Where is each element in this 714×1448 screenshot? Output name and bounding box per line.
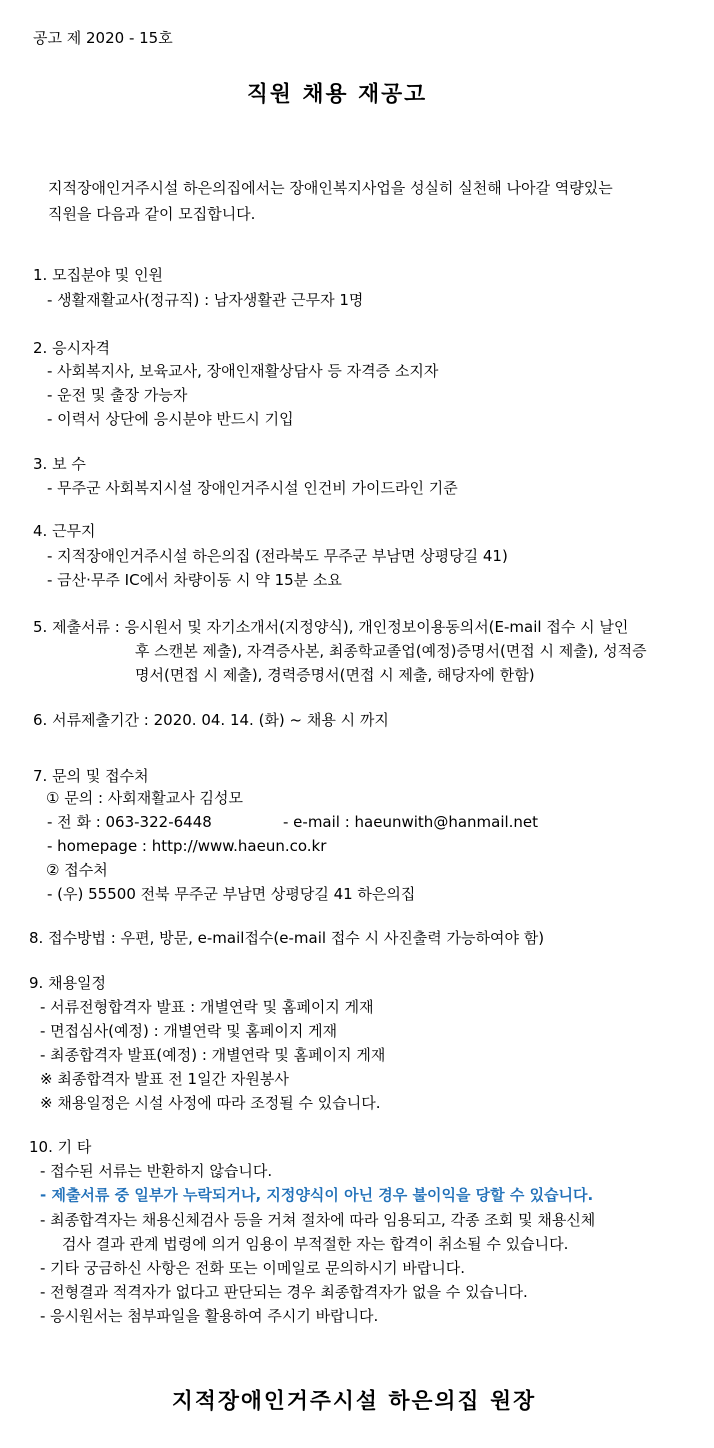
list-item: - 생활재활교사(정규직) : 남자생활관 근무자 1명: [47, 291, 364, 309]
contact-inquiry: ① 문의 : 사회재활교사 김성모: [46, 789, 243, 807]
documents-continuation: 명서(면접 시 제출), 경력증명서(면접 시 제출, 해당자에 한함): [135, 666, 535, 684]
section-heading-qualifications: 2. 응시자격: [33, 339, 111, 357]
intro-line-1: 지적장애인거주시설 하은의집에서는 장애인복지사업을 성실히 실천해 나아갈 역량있는: [48, 179, 613, 197]
contact-email[interactable]: - e-mail : haeunwith@hanmail.net: [283, 813, 539, 831]
list-item: - 금산·무주 IC에서 차량이동 시 약 15분 소요: [47, 571, 342, 589]
notice-number: 공고 제 2020 - 15호: [33, 29, 173, 47]
list-item: - 서류전형합격자 발표 : 개별연락 및 홈페이지 게재: [40, 998, 374, 1016]
contact-address: - (우) 55500 전북 무주군 부남면 상평당길 41 하은의집: [47, 885, 416, 903]
section-heading-documents: 5. 제출서류 : 응시원서 및 자기소개서(지정양식), 개인정보이용동의서(E-mail 접수 시 날인: [33, 618, 629, 636]
list-item: - 기타 궁금하신 사항은 전화 또는 이메일로 문의하시기 바랍니다.: [40, 1259, 466, 1277]
list-item: ※ 채용일정은 시설 사정에 따라 조정될 수 있습니다.: [40, 1094, 381, 1112]
list-item: ※ 최종합격자 발표 전 1일간 자원봉사: [40, 1070, 289, 1088]
list-item: - 최종합격자는 채용신체검사 등을 거쳐 절차에 따라 임용되고, 각종 조회 및 채용신체: [40, 1211, 596, 1229]
list-item: - 면접심사(예정) : 개별연락 및 홈페이지 게재: [40, 1022, 338, 1040]
list-item: - 전형결과 적격자가 없다고 판단되는 경우 최종합격자가 없을 수 있습니다.: [40, 1283, 528, 1301]
list-item: - 운전 및 출장 가능자: [47, 386, 188, 404]
section-heading-period: 6. 서류제출기간 : 2020. 04. 14. (화) ~ 채용 시 까지: [33, 711, 389, 729]
list-item: - 사회복지사, 보육교사, 장애인재활상담사 등 자격증 소지자: [47, 362, 439, 380]
section-heading-workplace: 4. 근무지: [33, 522, 96, 540]
highlight-notice: - 제출서류 중 일부가 누락되거나, 지정양식이 아닌 경우 불이익을 당할 수 있습니다.: [40, 1186, 594, 1204]
list-item: - 무주군 사회복지시설 장애인거주시설 인건비 가이드라인 기준: [47, 479, 458, 497]
list-item: - 접수된 서류는 반환하지 않습니다.: [40, 1162, 273, 1180]
section-heading-schedule: 9. 채용일정: [29, 974, 107, 992]
footer-signature: [0, 1391, 714, 1413]
list-item: - 최종합격자 발표(예정) : 개별연락 및 홈페이지 게재: [40, 1046, 386, 1064]
section-heading-etc: 10. 기 타: [29, 1138, 92, 1156]
contact-phone: - 전 화 : 063-322-6448: [47, 813, 212, 831]
section-heading-recruitment: 1. 모집분야 및 인원: [33, 266, 164, 284]
list-item-continuation: 검사 결과 관계 법령에 의거 임용이 부적절한 자는 합격이 취소될 수 있습니다.: [62, 1235, 569, 1253]
footer-signature-text: 지적장애인거주시설 하은의집 원장: [171, 1389, 537, 1414]
contact-reception: ② 접수처: [46, 861, 108, 879]
documents-continuation: 후 스캔본 제출), 자격증사본, 최종학교졸업(예정)증명서(면접 시 제출), 성적증: [135, 642, 647, 660]
section-heading-method: 8. 접수방법 : 우편, 방문, e-mail접수(e-mail 접수 시 사진출력 가능하여야 함): [29, 929, 545, 947]
list-item: - 응시원서는 첨부파일을 활용하여 주시기 바랍니다.: [40, 1307, 379, 1325]
section-heading-contact: 7. 문의 및 접수처: [33, 767, 149, 785]
page-title-text: 직원 채용 재공고: [246, 82, 428, 107]
intro-line-2: 직원을 다음과 같이 모집합니다.: [48, 205, 256, 223]
contact-homepage[interactable]: - homepage : http://www.haeun.co.kr: [47, 837, 327, 855]
section-heading-salary: 3. 보 수: [33, 455, 86, 473]
list-item: - 이력서 상단에 응시분야 반드시 기입: [47, 410, 294, 428]
page-title: [0, 84, 714, 106]
list-item: - 지적장애인거주시설 하은의집 (전라북도 무주군 부남면 상평당길 41): [47, 547, 508, 565]
